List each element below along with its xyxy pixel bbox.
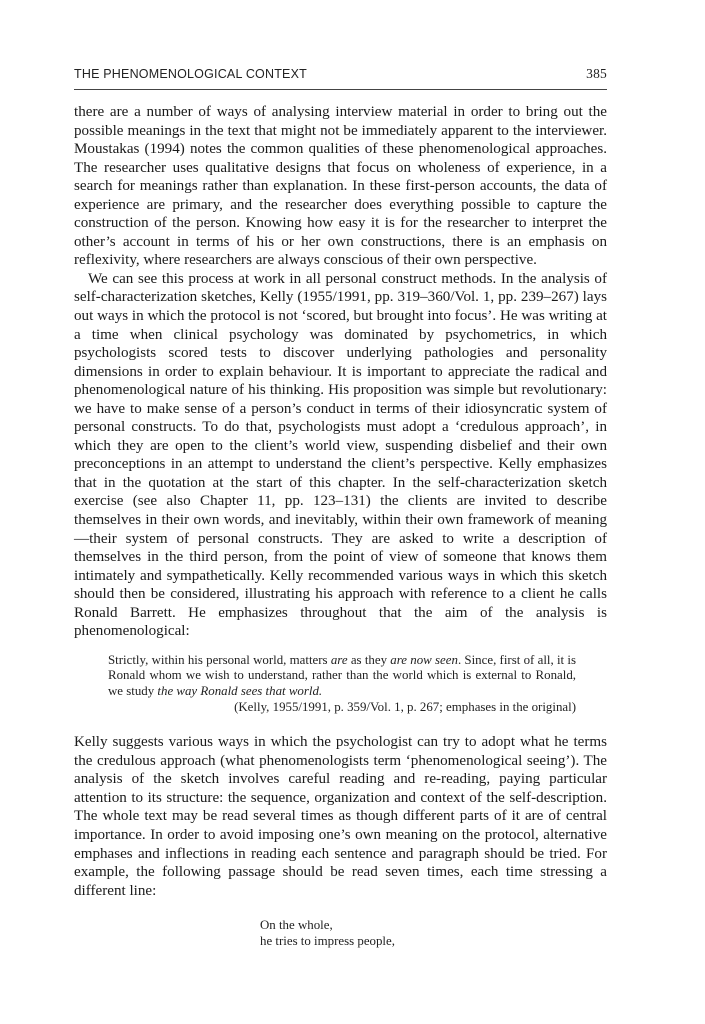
running-head [74, 66, 607, 90]
quote-segment: as they [347, 652, 391, 667]
quote-emphasis: the way Ronald sees that world. [157, 684, 323, 699]
paragraph-3: Kelly suggests various ways in which the psychologist can try to adopt what he terms the credulous approach (what phenomenologists term ‘phenomenological seeing’). The analysis of the sketch involves careful reading and re-reading, paying particular attention to its structure: the sequence, organization and context of the self-description. The whole text may be read several times as though different parts of it are of central importance. In order to avoid imposing one’s own meaning on the protocol, alternative emphases and inflections in reading each sentence and paragraph should be tried. For example, the following passage should be read seven times, each time stressing a different line: [74, 734, 607, 899]
block-quote [108, 653, 576, 715]
body-text [74, 103, 607, 949]
quote-segment: Strictly, within his personal world, matters [108, 652, 331, 667]
page-number: 385 [586, 66, 607, 81]
running-title: THE PHENOMENOLOGICAL CONTEXT [74, 67, 307, 81]
quote-emphasis: are now seen [390, 652, 458, 667]
verse-excerpt [260, 918, 607, 949]
quote-emphasis: are [330, 652, 348, 667]
quote-citation: (Kelly, 1955/1991, p. 359/Vol. 1, p. 267; emphases in the original) [234, 699, 576, 714]
book-page [74, 66, 607, 949]
verse-line: On the whole, [260, 918, 333, 933]
verse-line: he tries to impress people, [260, 933, 395, 948]
paragraph-2: We can see this process at work in all personal construct methods. In the analysis of self-characterization sketches, Kelly (1955/1991, pp. 319–360/Vol. 1, pp. 239–267) lays out ways in which the protocol is not ‘scored, but brought into focus’. He was writing at a time when clinical psychology was dominated by psychometrics, in which psychologists scored tests to discover underlying pathologies and personality dimensions in order to explain behaviour. It is important to appreciate the radical and phenomenological nature of his thinking. His proposition was simple but revolutionary: we have to make sense of a person’s conduct in terms of their idiosyncratic system of personal constructs. To do that, psychologists must adopt a ‘credulous approach’, in which they are open to the client’s world view, suspending disbelief and their own preconceptions in an attempt to understand the client’s perspective. Kelly emphasizes that in the quotation at the start of this chapter. In the self-characterization sketch exercise (see also Chapter 11, pp. 123–131) the clients are invited to describe themselves in their own words, and inevitably, within their own framework of meaning—their system of personal constructs. They are asked to write a description of themselves in the third person, from the point of view of someone that knows them intimately and sympathetically. Kelly recommended various ways in which this sketch should then be considered, illustrating his approach with reference to a client he calls Ronald Barrett. He emphasizes throughout that the aim of the analysis is phenomenological: [74, 270, 607, 640]
quote-segment: . Since, first of all, it is Ronald whom we wish to understand, rather than the world which is external to Ronald, we study [108, 652, 576, 699]
quote-text [108, 653, 576, 700]
paragraph-1: there are a number of ways of analysing interview material in order to bring out the possible meanings in the text that might not be immediately apparent to the interviewer. Moustakas (1994) notes the common qualities of these phenomenological approaches. The researcher uses qualitative designs that focus on wholeness of experience, in a search for meanings rather than explanation. In these first-person accounts, the data of experience are primary, and the researcher does everything possible to capture the construction of the person. Knowing how easy it is for the researcher to interpret the other’s account in terms of his or her own constructions, there is an emphasis on reflexivity, where researchers are always conscious of their own perspective. [74, 104, 607, 269]
